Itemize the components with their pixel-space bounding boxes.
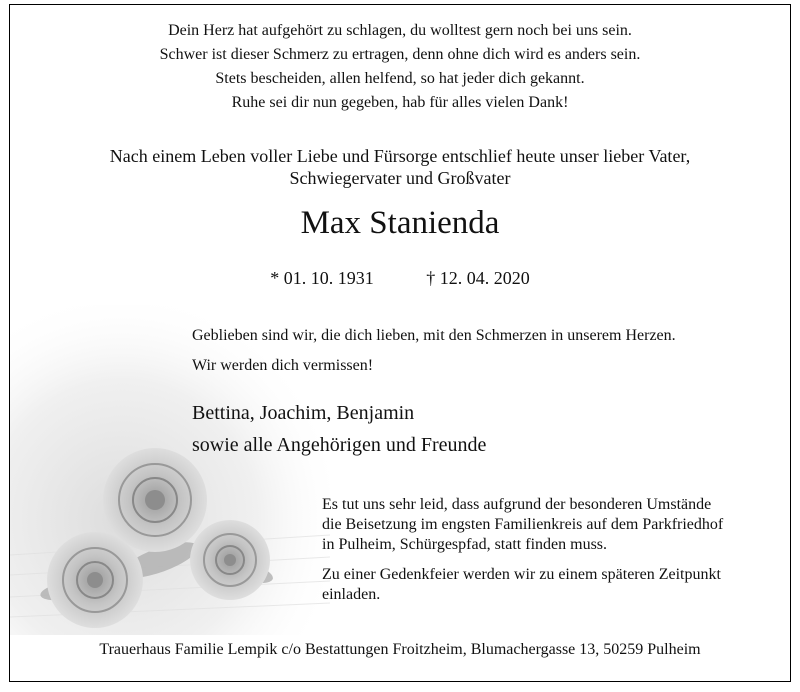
birth-date: * 01. 10. 1931 <box>270 268 374 288</box>
poem-line: Stets bescheiden, allen helfend, so hat jeder dich gekannt. <box>215 70 585 87</box>
rose-right <box>190 520 270 600</box>
obituary-card <box>9 4 791 682</box>
family-signature <box>192 397 486 461</box>
grief-text <box>192 323 676 379</box>
grief-line: Wir werden dich vermissen! <box>192 357 374 374</box>
notice-line: Es tut uns sehr leid, dass aufgrund der besonderen Umstände <box>322 496 712 513</box>
intro-line: Nach einem Leben voller Liebe und Fürsorge entschlief heute unser lieber Vater, <box>109 146 691 166</box>
notice-line: in Pulheim, Schürgespfad, statt finden muss. <box>322 536 608 553</box>
notice-line: einladen. <box>322 586 381 603</box>
grief-line: Geblieben sind wir, die dich lieben, mit den Schmerzen in unserem Herzen. <box>192 327 676 344</box>
family-others: sowie alle Angehörigen und Freunde <box>192 434 487 456</box>
burial-paragraph <box>322 495 723 555</box>
poem-line: Schwer ist dieser Schmerz zu ertragen, denn ohne dich wird es anders sein. <box>159 46 641 63</box>
poem-line: Dein Herz hat aufgehört zu schlagen, du wolltest gern noch bei uns sein. <box>168 22 632 39</box>
life-dates <box>10 266 790 290</box>
memorial-paragraph <box>322 565 723 605</box>
intro-line: Schwiegervater und Großvater <box>289 168 511 188</box>
notice-line: die Beisetzung im engsten Familienkreis auf dem Parkfriedhof <box>322 516 724 533</box>
notice-line: Zu einer Gedenkfeier werden wir zu einem späteren Zeitpunkt <box>322 566 721 583</box>
poem <box>10 19 790 115</box>
mourning-address: Trauerhaus Familie Lempik c/o Bestattungen Froitzheim, Blumachergasse 13, 50259 Pulheim <box>99 641 701 658</box>
poem-line: Ruhe sei dir nun gegeben, hab für alles vielen Dank! <box>231 94 569 111</box>
rose-top <box>103 448 207 552</box>
burial-notice <box>322 495 723 615</box>
rose-left <box>47 532 143 628</box>
intro-text <box>10 145 790 189</box>
death-date: † 12. 04. 2020 <box>426 268 530 288</box>
deceased-name: Max Stanienda <box>300 205 500 241</box>
family-names: Bettina, Joachim, Benjamin <box>192 402 415 424</box>
